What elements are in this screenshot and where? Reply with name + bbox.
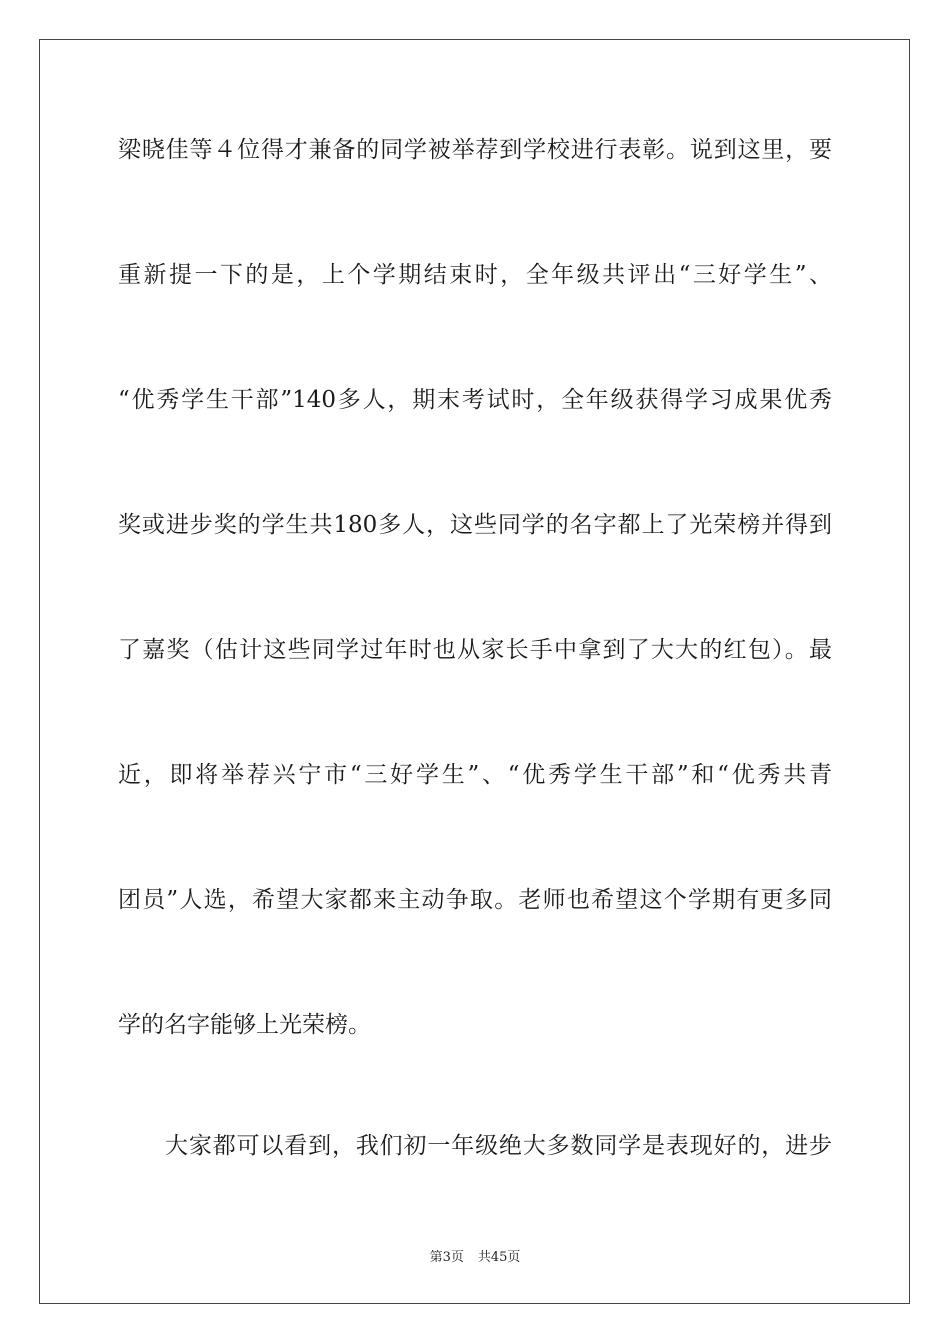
text-line: 了嘉奖（估计这些同学过年时也从家长手中拿到了大大的红包）。最 [118,637,832,663]
page-number: 第3页 [429,1250,464,1265]
paragraph-first-line: 大家都可以看到，我们初一年级绝大多数同学是表现好的，进步 [165,1133,832,1159]
text-line: 奖或进步奖的学生共180多人，这些同学的名字都上了光荣榜并得到 [118,512,832,538]
text-line: 学的名字能够上光荣榜。 [118,1012,371,1038]
text-line: 团员”人选，希望大家都来主动争取。老师也希望这个学期有更多同 [118,887,832,913]
page-footer [0,1246,950,1265]
text-line: 梁晓佳等４位得才兼备的同学被举荐到学校进行表彰。说到这里，要 [118,137,832,163]
text-line: “优秀学生干部”140多人，期末考试时，全年级获得学习成果优秀 [118,387,832,413]
text-line: 重新提一下的是，上个学期结束时，全年级共评出“三好学生”、 [118,262,832,288]
page-total: 共45页 [477,1250,521,1265]
text-line: 近，即将举荐兴宁市“三好学生”、“优秀学生干部”和“优秀共青 [118,762,832,788]
page-border [39,39,910,1304]
